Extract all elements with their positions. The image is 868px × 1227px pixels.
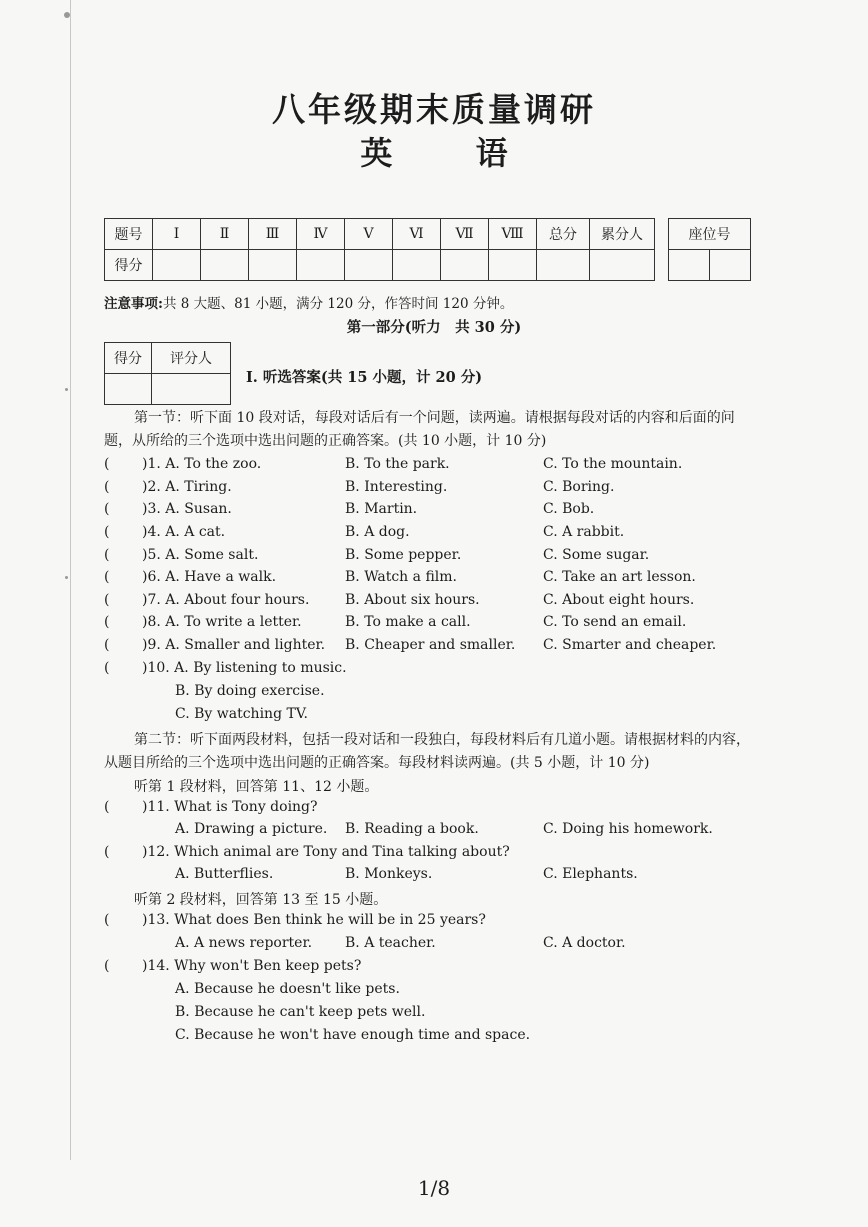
question-row — [104, 547, 764, 569]
answer-paren[interactable]: ( — [104, 479, 110, 495]
answer-paren[interactable]: ( — [104, 637, 110, 653]
score-cell: Ⅴ — [345, 219, 393, 250]
option-c: C. Doing his homework. — [543, 821, 713, 837]
option-b: B. A teacher. — [345, 935, 436, 951]
instruction-text: 第二节：听下面两段材料，包括一段对话和一段独白，每段材料后有几道小题。请根据材料的内容，从题目所给的三个选项中选出问题的正确答案。每段材料读两遍。(共 5 小题，计 10 分) — [104, 732, 750, 771]
option-a: )4. A. A cat. — [142, 524, 226, 540]
material-one-note: 听第 1 段材料，回答第 11、12 小题。 — [134, 779, 379, 795]
score-blank[interactable] — [441, 250, 489, 281]
option-a: )9. A. Smaller and lighter. — [142, 637, 326, 653]
option-c: C. Elephants. — [543, 866, 638, 882]
score-blank[interactable] — [489, 250, 537, 281]
answer-paren[interactable]: ( — [104, 524, 110, 540]
question-row — [104, 660, 764, 682]
question-stem: )11. What is Tony doing? — [142, 799, 318, 815]
seat-number-label: 座位号 — [669, 219, 751, 250]
answer-paren[interactable]: ( — [104, 547, 110, 563]
answer-paren[interactable]: ( — [104, 799, 110, 815]
question-stem: )14. Why won't Ben keep pets? — [142, 958, 362, 974]
question-row — [104, 569, 764, 591]
score-blank[interactable] — [153, 250, 201, 281]
option-a: )2. A. Tiring. — [142, 479, 232, 495]
question-row — [104, 958, 764, 980]
option-c: C. A doctor. — [543, 935, 626, 951]
score-cell: Ⅳ — [297, 219, 345, 250]
notice-label: 注意事项: — [104, 296, 163, 312]
seat-number-blank[interactable] — [710, 250, 751, 281]
notice — [104, 292, 513, 312]
question-row — [104, 799, 764, 821]
margin-dot — [65, 576, 68, 579]
option-b: B. Reading a book. — [345, 821, 479, 837]
answer-paren[interactable]: ( — [104, 660, 110, 676]
option-b: B. Monkeys. — [345, 866, 433, 882]
question-row — [104, 637, 764, 659]
answer-paren[interactable]: ( — [104, 456, 110, 472]
score-cell: 得分 — [105, 250, 153, 281]
question-row — [104, 524, 764, 546]
question-row — [104, 479, 764, 501]
option-a: )6. A. Have a walk. — [142, 569, 277, 585]
exam-title: 八年级期末质量调研 — [272, 90, 596, 129]
score-cell: Ⅶ — [441, 219, 489, 250]
option-c: C. Bob. — [543, 501, 595, 517]
option-a: )8. A. To write a letter. — [142, 614, 302, 630]
score-blank[interactable] — [201, 250, 249, 281]
option-b: B. By doing exercise. — [175, 683, 325, 699]
grader-table — [104, 342, 231, 405]
score-blank[interactable] — [393, 250, 441, 281]
option-c: C. Boring. — [543, 479, 615, 495]
grader-score-blank[interactable] — [105, 374, 152, 405]
option-c: C. Some sugar. — [543, 547, 650, 563]
answer-paren[interactable]: ( — [104, 592, 110, 608]
page-number: 1/8 — [417, 1176, 451, 1200]
option-c: C. To the mountain. — [543, 456, 683, 472]
grader-name-blank[interactable] — [152, 374, 231, 405]
option-a: )3. A. Susan. — [142, 501, 232, 517]
section-one-title: Ⅰ. 听选答案(共 15 小题，计 20 分) — [246, 369, 483, 386]
options-row — [104, 821, 764, 843]
question-row — [104, 456, 764, 478]
option-a: A. A news reporter. — [175, 935, 313, 951]
answer-paren[interactable]: ( — [104, 844, 110, 860]
option-c: C. To send an email. — [543, 614, 687, 630]
section-one-part-two-instruction — [104, 729, 759, 774]
answer-paren[interactable]: ( — [104, 501, 110, 517]
question-row — [104, 844, 764, 866]
option-a: )5. A. Some salt. — [142, 547, 259, 563]
option-c: C. About eight hours. — [543, 592, 695, 608]
margin-dot — [64, 12, 70, 18]
question-row — [104, 614, 764, 636]
option-b: B. To make a call. — [345, 614, 471, 630]
option-b: B. Watch a film. — [345, 569, 457, 585]
question-stem: )12. Which animal are Tony and Tina talking about? — [142, 844, 510, 860]
question-row — [104, 501, 764, 523]
part-one-title: 第一部分(听力 共 30 分) — [346, 319, 522, 336]
answer-paren[interactable]: ( — [104, 569, 110, 585]
score-blank[interactable] — [297, 250, 345, 281]
option-b: B. To the park. — [345, 456, 450, 472]
binding-margin-line — [70, 0, 71, 1160]
question-row — [104, 912, 764, 934]
option-b: B. Cheaper and smaller. — [345, 637, 516, 653]
score-blank[interactable] — [249, 250, 297, 281]
score-cell: Ⅷ — [489, 219, 537, 250]
option-b: B. Because he can't keep pets well. — [175, 1004, 426, 1020]
option-b: B. A dog. — [345, 524, 410, 540]
exam-subject: 英 语 — [360, 134, 544, 172]
answer-paren[interactable]: ( — [104, 912, 110, 928]
option-b: B. Martin. — [345, 501, 418, 517]
option-a: A. Butterflies. — [175, 866, 274, 882]
option-c: C. Take an art lesson. — [543, 569, 696, 585]
instruction-text: 第一节：听下面 10 段对话，每段对话后有一个问题，读两遍。请根据每段对话的内容和后面的问题，从所给的三个选项中选出问题的正确答案。(共 10 小题，计 10 分) — [104, 410, 735, 449]
option-c: C. By watching TV. — [175, 706, 308, 722]
option-a: A. Drawing a picture. — [175, 821, 328, 837]
answer-paren[interactable]: ( — [104, 958, 110, 974]
options-row — [104, 935, 764, 957]
score-table-score-row — [105, 250, 655, 281]
grader-name-label: 评分人 — [152, 343, 231, 374]
score-cell: 总分 — [537, 219, 590, 250]
question-stem: )13. What does Ben think he will be in 25 years? — [142, 912, 486, 928]
notice-text: 共 8 大题、81 小题，满分 120 分，作答时间 120 分钟。 — [162, 296, 514, 312]
option-a: )10. A. By listening to music. — [142, 660, 347, 676]
option-b: B. About six hours. — [345, 592, 480, 608]
option-c: C. Because he won't have enough time and space. — [175, 1027, 531, 1043]
section-one-part-one-instruction — [104, 407, 759, 452]
option-c: C. A rabbit. — [543, 524, 625, 540]
score-table-header-row — [105, 219, 655, 250]
score-cell: Ⅲ — [249, 219, 297, 250]
answer-paren[interactable]: ( — [104, 614, 110, 630]
score-blank[interactable] — [590, 250, 655, 281]
option-b: B. Interesting. — [345, 479, 448, 495]
score-cell: Ⅱ — [201, 219, 249, 250]
seat-number-blank[interactable] — [669, 250, 710, 281]
option-a: )1. A. To the zoo. — [142, 456, 262, 472]
material-two-note: 听第 2 段材料，回答第 13 至 15 小题。 — [134, 892, 388, 908]
seat-number-table — [668, 218, 751, 281]
option-b: B. Some pepper. — [345, 547, 462, 563]
score-cell: 题号 — [105, 219, 153, 250]
score-blank[interactable] — [537, 250, 590, 281]
score-cell: 累分人 — [590, 219, 655, 250]
margin-dot — [65, 388, 68, 391]
grader-score-label: 得分 — [105, 343, 152, 374]
option-a: A. Because he doesn't like pets. — [175, 981, 400, 997]
option-a: )7. A. About four hours. — [142, 592, 310, 608]
score-cell: Ⅵ — [393, 219, 441, 250]
score-cell: Ⅰ — [153, 219, 201, 250]
question-row — [104, 592, 764, 614]
options-row — [104, 866, 764, 888]
score-table — [104, 218, 655, 281]
score-blank[interactable] — [345, 250, 393, 281]
option-c: C. Smarter and cheaper. — [543, 637, 717, 653]
